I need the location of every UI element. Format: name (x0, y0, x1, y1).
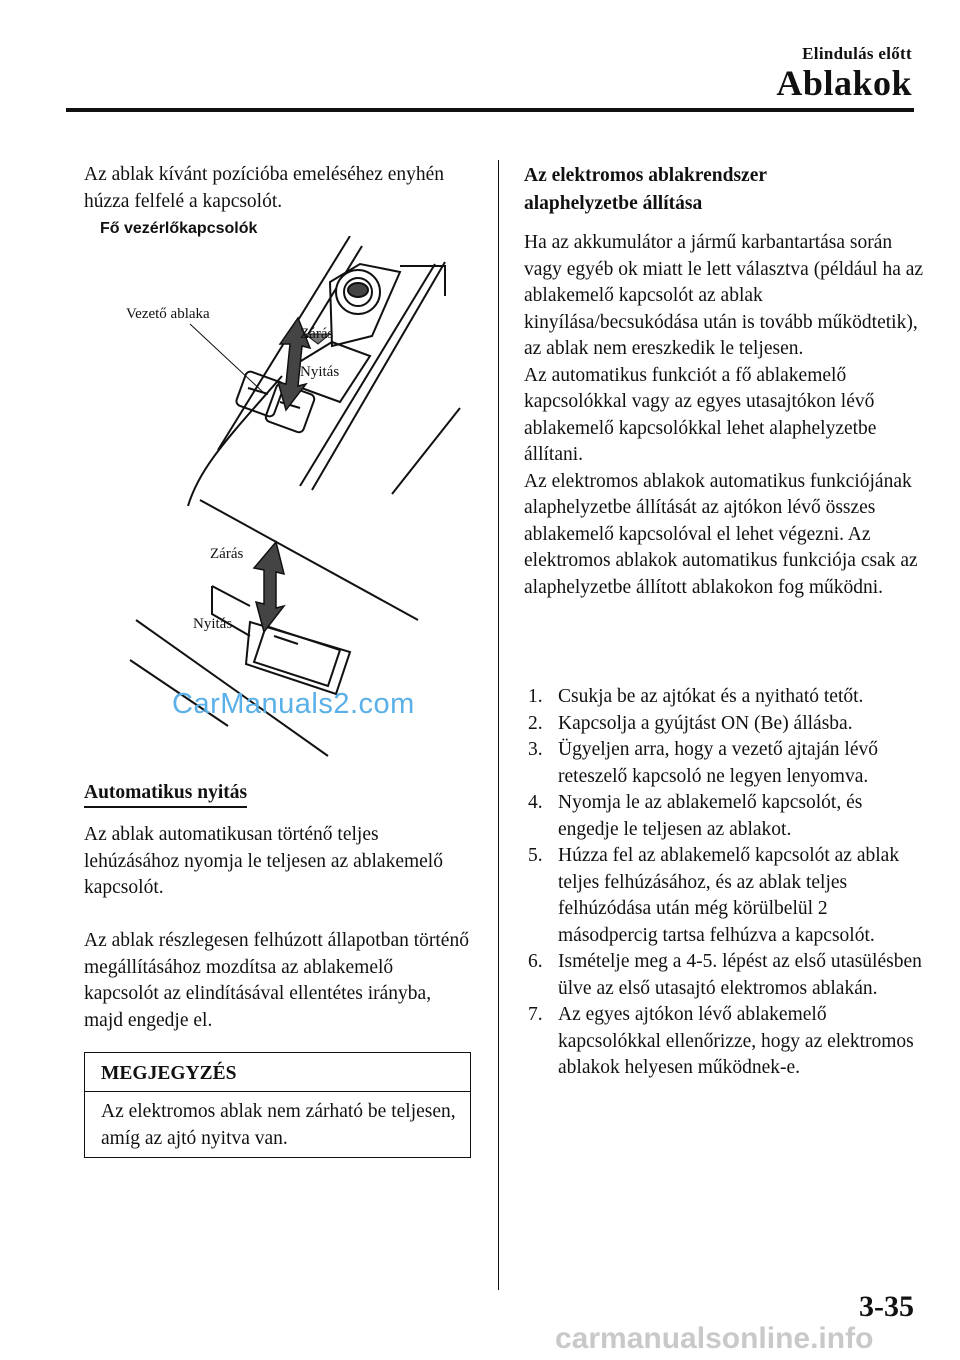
column-divider (498, 160, 499, 1290)
auto-open-paragraph-2: Az ablak részlegesen felhúzott állapotban történő megállításához mozdítsa az ablakemelő kapcsolót az elindításával ellentétes irányba, majd engedje el. (84, 930, 469, 1031)
reset-paragraph: Ha az akkumulátor a jármű karbantartása során vagy egyéb ok miatt le lett választva (például ha az ablakemelő kapcsolót az ablak kinyílása/becsukódása után is tovább működtetik), az ablak nem ereszkedik le teljesen. Az automatikus funkciót a fő ablakemelő kapcsolókkal vagy az egyes utasajtókon lévő ablakemelő kapcsolókkal lehet alaphelyzetbe állítani. Az elektromos ablakok automatikus funkciójának alaphelyzetbe állítását az ajtókon lévő összes ablakemelő kapcsolóval el lehet végezni. Az elektromos ablakok automatikus funkciója csak az alaphelyzetbe állított ablakokon fog működni. (524, 232, 924, 598)
section-title: Elindulás előtt (802, 44, 912, 63)
label-close-bottom: Zárás (210, 546, 244, 562)
label-driver-window: Vezető ablaka (126, 306, 210, 322)
note-title: MEGJEGYZÉS (85, 1053, 470, 1092)
up-down-arrow-icon-bottom (254, 542, 284, 632)
list-item: 3. Ügyeljen arra, hogy a vezető ajtaján lévő reteszelő kapcsoló ne legyen lenyomva. (528, 739, 878, 787)
reset-steps-list (524, 684, 924, 1082)
mirror-knob-icon (336, 270, 380, 314)
label-close-top: Zárás (300, 326, 334, 342)
reset-heading: Az elektromos ablakrendszer alaphelyzetbe állítása (524, 165, 767, 214)
list-item: 2. Kapcsolja a gyújtást ON (Be) állásba. (528, 712, 853, 734)
page-number: 3-35 (859, 1290, 914, 1323)
label-open-bottom: Nyitás (193, 616, 233, 632)
figure-caption: Fő vezérlőkapcsolók (100, 220, 258, 237)
list-item: 6. Ismételje meg a 4-5. lépést az első utasülésben ülve az első utasajtó elektromos ablakán. (528, 951, 922, 999)
chapter-title: Ablakok (776, 63, 912, 103)
watermark-footer: carmanualsonline.info (555, 1322, 874, 1355)
lead-paragraph: Az ablak kívánt pozícióba emeléséhez enyhén húzza felfelé a kapcsolót. (84, 164, 445, 212)
auto-open-heading: Automatikus nyitás (84, 782, 247, 808)
watermark-figure: CarManuals2.com (172, 688, 415, 720)
label-open-top: Nyitás (300, 364, 340, 380)
list-item: 7. Az egyes ajtókon lévő ablakemelő kapcsolókkal ellenőrizze, hogy az elektromos ablakok helyesen működnek-e. (528, 1004, 914, 1078)
list-item: 1. Csukja be az ajtókat és a nyitható tetőt. (528, 686, 864, 707)
list-item: 4. Nyomja le az ablakemelő kapcsolót, és engedje le teljesen az ablakot. (528, 792, 863, 840)
auto-open-paragraph-1: Az ablak automatikusan történő teljes lehúzásához nyomja le teljesen az ablakemelő kapcsolót. (84, 824, 443, 898)
note-body: Az elektromos ablak nem zárható be teljesen, amíg az ajtó nyitva van. (101, 1101, 456, 1149)
list-item: 5. Húzza fel az ablakemelő kapcsolót az ablak teljes felhúzásához, és az ablak teljes felhúzódása után még körülbelül 2 másodpercig tartsa felhúzva a kapcsolót. (528, 845, 900, 946)
note-box (84, 1052, 471, 1158)
auto-open-heading-wrap (84, 782, 247, 808)
header-rule (66, 108, 914, 112)
